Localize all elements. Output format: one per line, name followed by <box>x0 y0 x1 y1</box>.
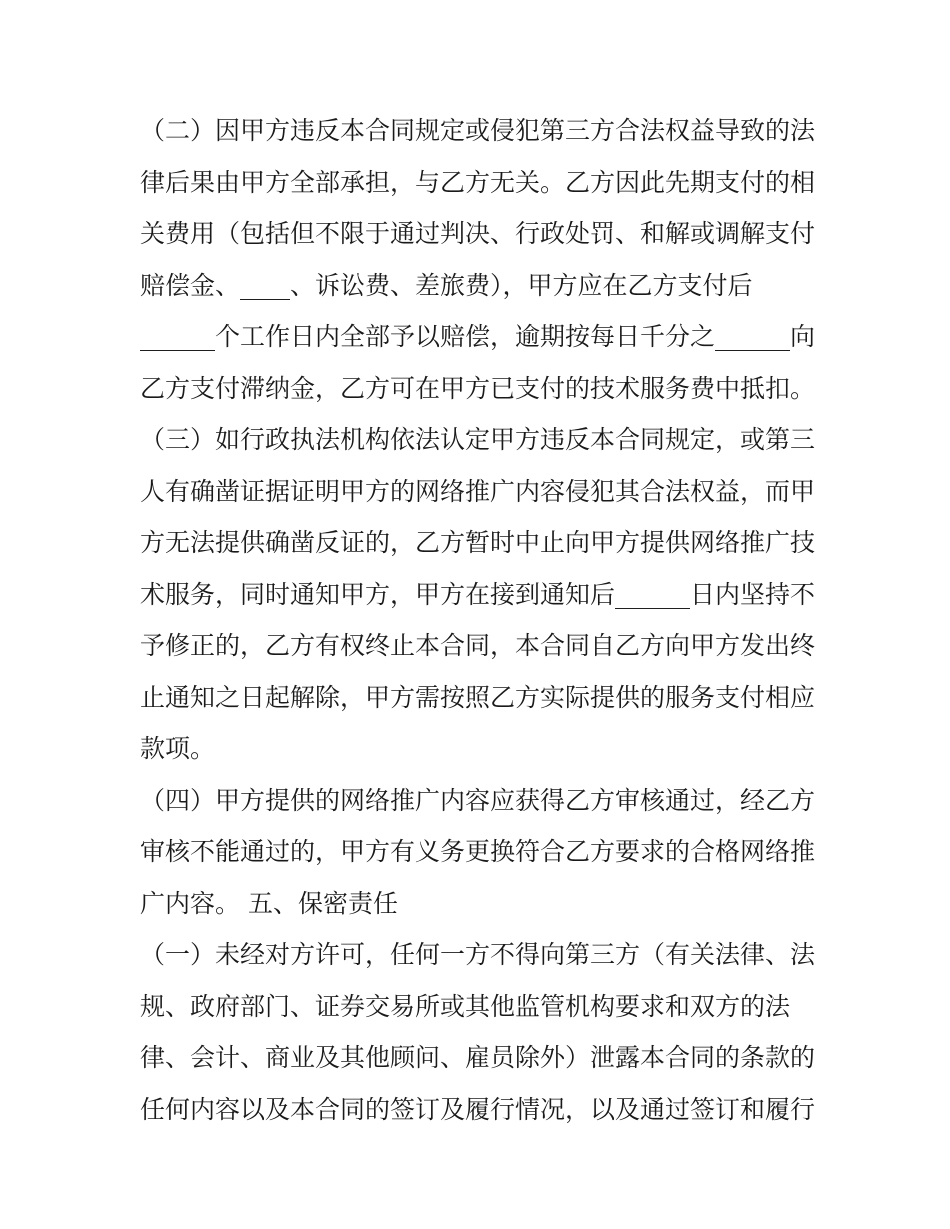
text-line: 方无法提供确凿反证的，乙方暂时中止向甲方提供网络推广技 <box>140 528 816 557</box>
text-line: 乙方支付滞纳金，乙方可在甲方已支付的技术服务费中抵扣。 <box>140 373 816 403</box>
text-line: 广内容。 五、保密责任 <box>140 888 398 918</box>
text-line: 规、政府部门、证券交易所或其他监管机构要求和双方的法 <box>140 991 791 1021</box>
text-line: 款项。 <box>140 734 216 763</box>
text-line: 律、会计、商业及其他顾问、雇员除外）泄露本合同的条款的 <box>140 1043 816 1072</box>
text-line: 术服务，同时通知甲方，甲方在接到通知后______日内坚持不 <box>140 579 816 609</box>
text-line: 止通知之日起解除，甲方需按照乙方实际提供的服务支付相应 <box>140 682 816 712</box>
text-line: （四）甲方提供的网络推广内容应获得乙方审核通过，经乙方 <box>140 785 816 815</box>
text-line: （一）未经对方许可，任何一方不得向第三方（有关法律、法 <box>140 940 816 969</box>
text-line: 予修正的，乙方有权终止本合同，本合同自乙方向甲方发出终 <box>140 631 816 660</box>
text-line: 赔偿金、____、诉讼费、差旅费），甲方应在乙方支付后 <box>140 270 753 300</box>
text-line: ______个工作日内全部予以赔偿，逾期按每日千分之______向 <box>140 322 816 351</box>
text-line: 审核不能通过的，甲方有义务更换符合乙方要求的合格网络推 <box>140 837 816 866</box>
text-line: 任何内容以及本合同的签订及履行情况，以及通过签订和履行 <box>140 1094 816 1124</box>
text-line: 关费用（包括但不限于通过判决、行政处罚、和解或调解支付 <box>140 219 816 248</box>
text-line: 人有确凿证据证明甲方的网络推广内容侵犯其合法权益，而甲 <box>140 476 816 506</box>
text-line: （三）如行政执法机构依法认定甲方违反本合同规定，或第三 <box>140 425 816 454</box>
text-line: 律后果由甲方全部承担，与乙方无关。乙方因此先期支付的相 <box>140 167 816 197</box>
text-line: （二）因甲方违反本合同规定或侵犯第三方合法权益导致的法 <box>140 116 816 145</box>
document-body <box>140 105 820 1135</box>
